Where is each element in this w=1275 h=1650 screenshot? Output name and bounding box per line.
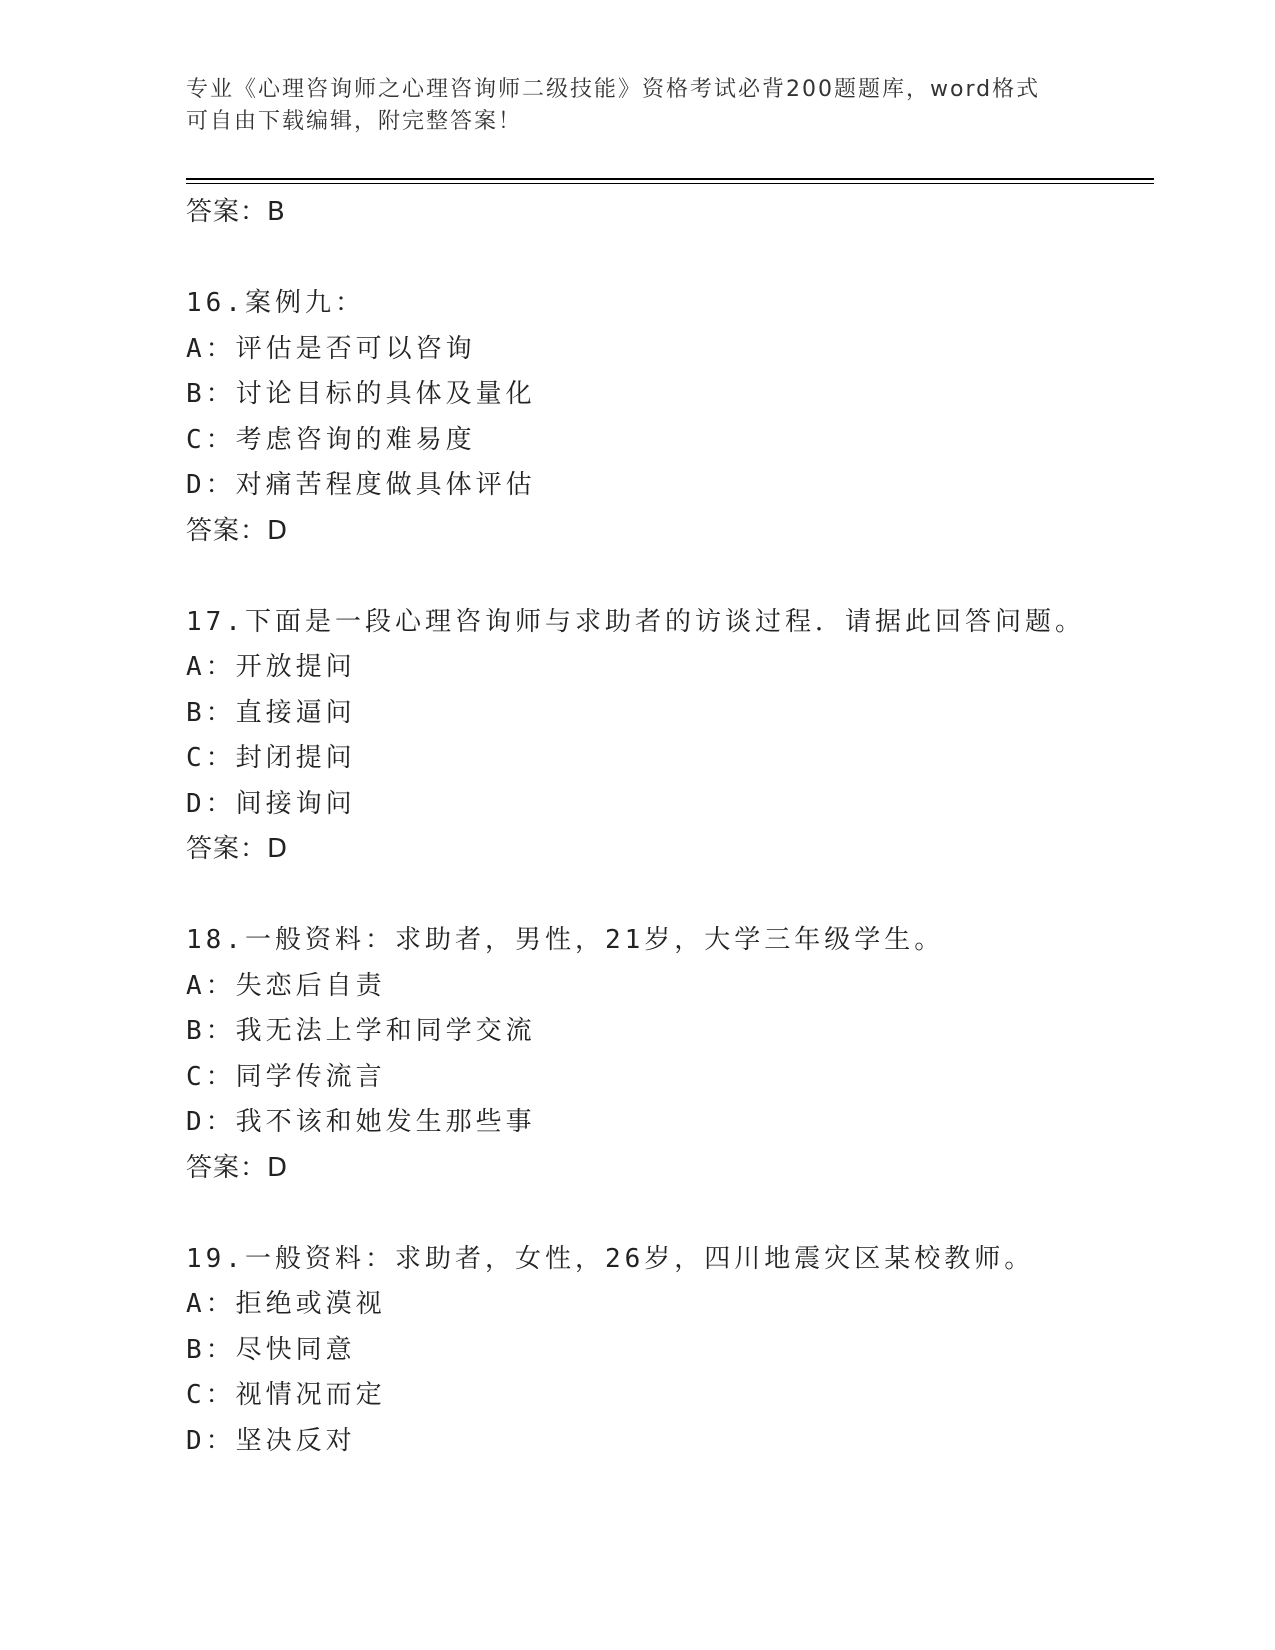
question-block [186,600,1146,873]
header-divider [186,178,1154,180]
answer-line: 答案：B [186,197,286,227]
option-text: 我无法上学和同学交流 [235,1016,536,1046]
option-label: A： [186,970,236,1001]
option-label: C： [186,743,236,773]
option-label: A： [186,333,236,364]
option-label: B： [186,697,236,728]
answer-line: 答案：D [186,1152,289,1183]
header-line-1: 专业《心理咨询师之心理咨询师二级技能》资格考试必背200题题库，word格式 [186,77,1041,102]
option-text: 评估是否可以咨询 [235,333,476,364]
option-b [186,1328,1146,1374]
option-text: 坚决反对 [235,1425,356,1456]
option-label: B： [186,379,236,409]
option-label: A： [186,652,236,682]
option-text: 拒绝或漠视 [235,1289,386,1319]
option-b [186,372,1146,418]
question-stem: 19.一般资料：求助者，女性，26岁，四川地震灾区某校教师。 [186,1243,1035,1274]
option-c [186,1055,1146,1101]
option-a [186,964,1146,1010]
option-text: 讨论目标的具体及量化 [235,379,536,409]
option-label: D： [186,788,236,819]
option-text: 同学传流言 [235,1061,386,1092]
option-text: 我不该和她发生那些事 [235,1107,536,1137]
option-text: 视情况而定 [235,1380,386,1410]
question-block [186,1237,1146,1465]
option-c [186,736,1146,782]
question-block [186,918,1146,1191]
option-c [186,418,1146,464]
option-c [186,1373,1146,1419]
option-label: B： [186,1016,236,1046]
option-a [186,327,1146,373]
option-d [186,1419,1146,1465]
option-label: D： [186,1107,236,1137]
option-text: 对痛苦程度做具体评估 [235,470,536,500]
option-d [186,1100,1146,1146]
question-stem: 17.下面是一段心理咨询师与求助者的访谈过程．请据此回答问题。 [186,606,1085,637]
option-label: C： [186,1380,236,1410]
answer-line: 答案：D [186,515,289,546]
question-stem: 16.案例九： [186,288,365,318]
option-label: B： [186,1334,236,1365]
header-divider-thin [186,183,1154,184]
answer-line: 答案：D [186,834,289,864]
option-text: 考虑咨询的难易度 [235,424,476,455]
question-block [186,281,1146,554]
option-text: 失恋后自责 [235,970,386,1001]
option-label: A： [186,1289,236,1319]
option-text: 直接逼问 [235,697,356,728]
option-text: 封闭提问 [235,743,356,773]
option-a [186,645,1146,691]
option-label: D： [186,470,236,500]
option-label: C： [186,1061,236,1092]
option-label: C： [186,424,236,455]
option-text: 尽快同意 [235,1334,356,1365]
option-text: 开放提问 [235,652,356,682]
option-a [186,1282,1146,1328]
option-b [186,691,1146,737]
option-d [186,782,1146,828]
option-text: 间接询问 [235,788,356,819]
option-label: D： [186,1425,236,1456]
question-stem: 18.一般资料：求助者，男性，21岁，大学三年级学生。 [186,925,945,955]
option-b [186,1009,1146,1055]
question-list [186,190,1146,1464]
document-header [186,74,1086,138]
header-line-2: 可自由下载编辑，附完整答案！ [186,109,523,134]
option-d [186,463,1146,509]
